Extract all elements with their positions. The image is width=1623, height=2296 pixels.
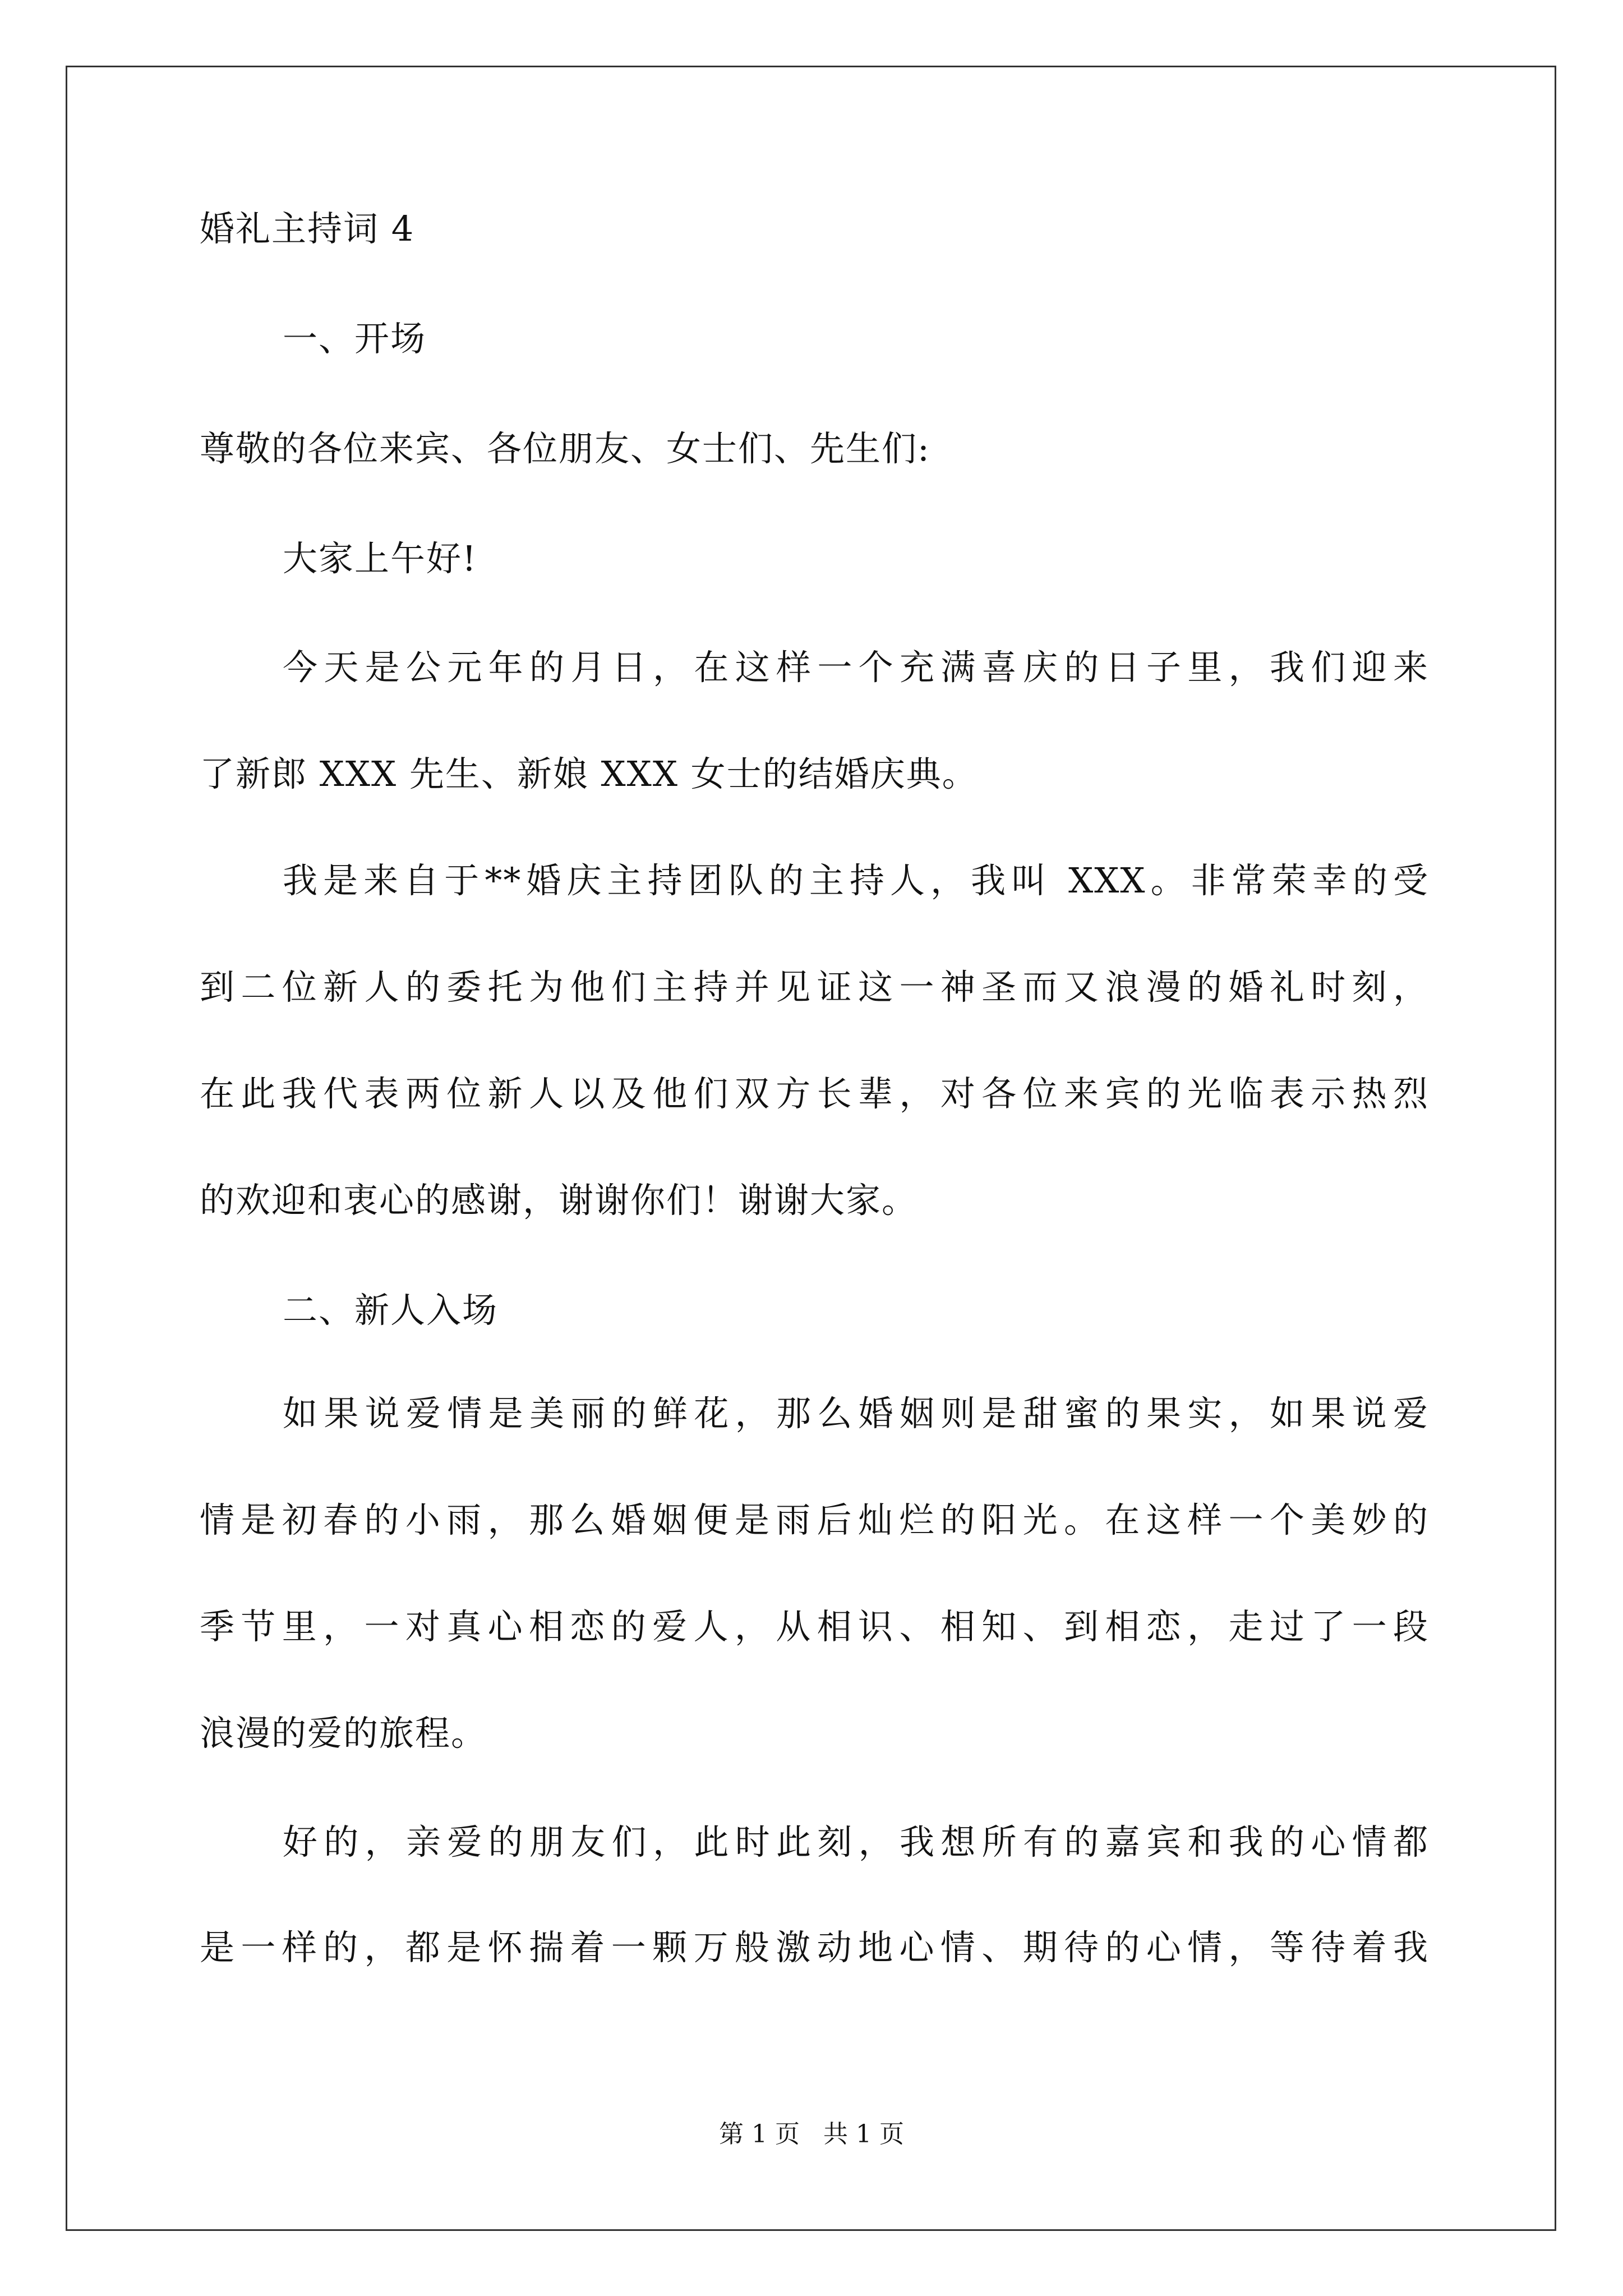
paragraph-line: 在此我代表两位新人以及他们双方长辈，对各位来宾的光临表示热烈 [200,1073,1429,1114]
paragraph-line: 大家上午好! [283,538,477,579]
section-heading-opening: 一、开场 [283,318,427,359]
paragraph-line: 尊敬的各位来宾、各位朋友、女士们、先生们: [200,428,930,469]
page-footer: 第 1 页 共 1 页 [719,2120,904,2148]
section-heading-entrance: 二、新人入场 [283,1290,499,1331]
paragraph-line: 好的，亲爱的朋友们，此时此刻，我想所有的嘉宾和我的心情都 [283,1821,1429,1862]
paragraph-line: 浪漫的爱的旅程。 [200,1713,487,1754]
paragraph-line: 是一样的，都是怀揣着一颗万般激动地心情、期待的心情，等待着我 [200,1927,1429,1968]
paragraph-line: 到二位新人的委托为他们主持并见证这一神圣而又浪漫的婚礼时刻， [200,967,1429,1007]
paragraph-line: 如果说爱情是美丽的鲜花，那么婚姻则是甜蜜的果实，如果说爱 [283,1393,1429,1434]
paragraph-line: 季节里，一对真心相恋的爱人，从相识、相知、到相恋，走过了一段 [200,1606,1429,1647]
paragraph-line: 我是来自于**婚庆主持团队的主持人，我叫 XXX。非常荣幸的受 [283,860,1429,901]
page-border [66,66,1556,2231]
paragraph-line: 的欢迎和衷心的感谢，谢谢你们！谢谢大家。 [200,1180,918,1221]
paragraph-line: 了新郎 XXX 先生、新娘 XXX 女士的结婚庆典。 [200,753,978,794]
paragraph-line: 情是初春的小雨，那么婚姻便是雨后灿烂的阳光。在这样一个美妙的 [200,1499,1429,1540]
document-title: 婚礼主持词 4 [200,208,415,249]
paragraph-line: 今天是公元年的月日，在这样一个充满喜庆的日子里，我们迎来 [283,647,1429,688]
